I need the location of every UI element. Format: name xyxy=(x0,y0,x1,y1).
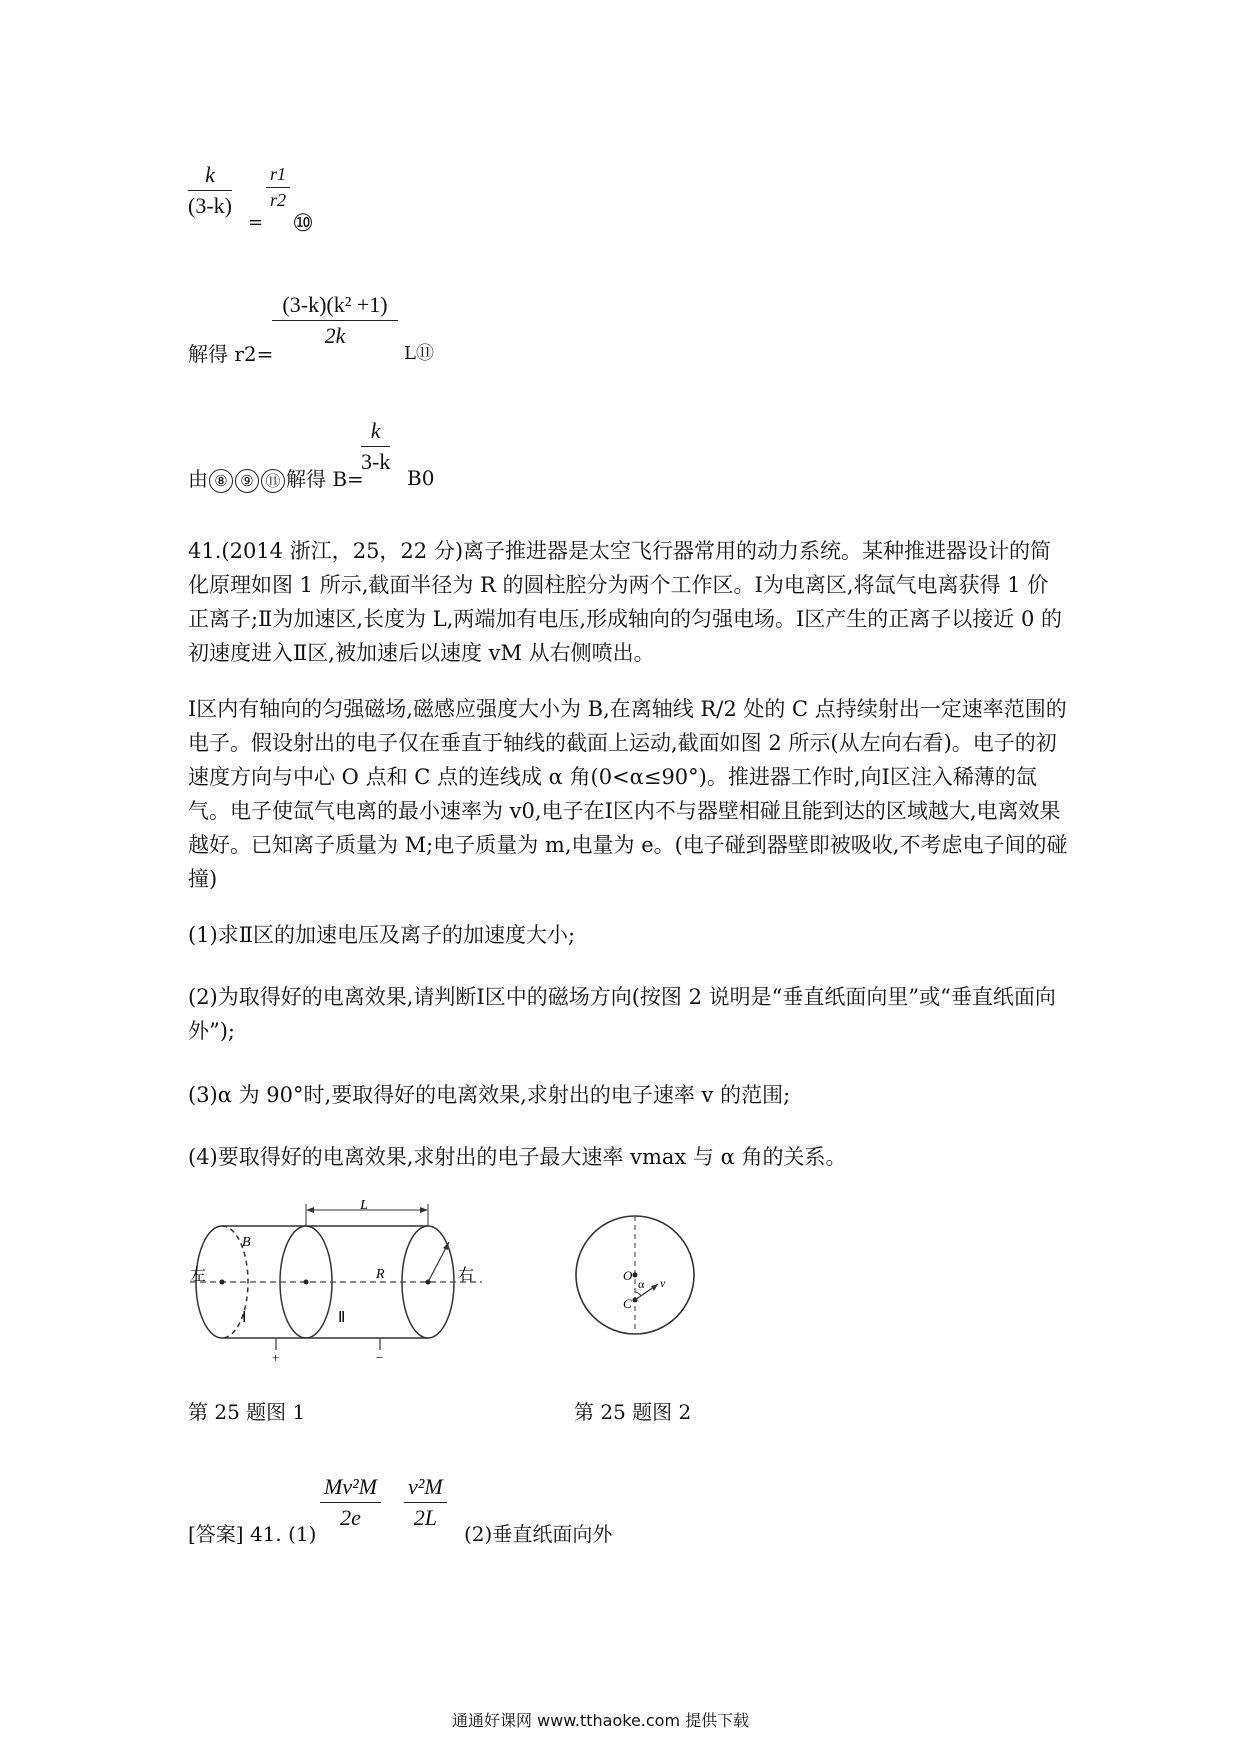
figure-2-caption: 第 25 题图 2 xyxy=(574,1400,692,1424)
fig2-label-alpha: α xyxy=(638,1277,645,1291)
eq10-frac-r: $\frac{r1}{r2}$ xyxy=(266,164,290,211)
answer-frac-2: $\frac{\text{v²M}}{2L}$ xyxy=(404,1474,447,1531)
fig1-label-right: 右 xyxy=(458,1267,475,1284)
solve-b-suffix: B0 xyxy=(407,466,435,490)
fig2-label-O: O xyxy=(623,1268,633,1283)
fig1-plus: + xyxy=(272,1350,280,1365)
fig1-label-L: L xyxy=(360,1200,368,1213)
solve-b-frac: $\frac{k}{3-k}$ xyxy=(361,418,391,474)
solve-b-line: 由 ⑧ ⑨ ⑪ 解得 B= xyxy=(188,467,364,491)
eq10-equals: = xyxy=(248,212,264,233)
question-3: (3)α 为 90°时,要取得好的电离效果,求射出的电子速率 v 的范围; xyxy=(188,1083,791,1107)
question-1: (1)求Ⅱ区的加速电压及离子的加速度大小; xyxy=(188,923,576,947)
problem-para-1: 41.(2014 浙江，25，22 分)离子推进器是太空飞行器常用的动力系统。某种推进器设计的简化原理如图 1 所示,截面半径为 R 的圆柱腔分为两个工作区。Ⅰ为电离区,将氙气电离获得 1 价正离子;Ⅱ为加速区,长度为 L,两端加有电压,形成轴向的匀强电场。Ⅰ区产生的正离子以接近 0 的初速度进入Ⅱ区,被加速后以速度 vM 从右侧喷出。 xyxy=(188,539,1062,665)
answer-prefix: [答案] 41. (1) xyxy=(188,1522,317,1546)
fig2-label-v: v xyxy=(660,1276,666,1290)
answer-frac-1: $\frac{\text{Mv²M}}{2e}$ xyxy=(320,1474,381,1531)
fig1-minus: − xyxy=(376,1350,384,1365)
question-4: (4)要取得好的电离效果,求射出的电子最大速率 vmax 与 α 角的关系。 xyxy=(188,1145,847,1169)
footer-text: 通通好课网 www.tthaoke.com 提供下载 xyxy=(452,1711,750,1730)
fig1-zone-2: Ⅱ xyxy=(338,1310,346,1326)
problem-para-2: Ⅰ区内有轴向的匀强磁场,磁感应强度大小为 B,在离轴线 R/2 处的 C 点持续射出一定速率范围的电子。假设射出的电子仅在垂直于轴线的截面上运动,截面如图 2 所示(从左向右看)。电子的初速度方向与中心 O 点和 C 点的连线成 α 角(0<α≤90°)。推进器工作时,向Ⅰ区注入稀薄的氙气。电子使氙气电离的最小速率为 v0,电子在Ⅰ区内不与器壁相碰且能到达的区域越大,电离效果越好。已知离子质量为 M;电子质量为 m,电量为 e。(电子碰到器壁即被吸收,不考虑电子间的碰撞) xyxy=(188,697,1068,891)
fig1-zone-1: Ⅰ xyxy=(242,1310,247,1326)
fig1-label-left: 左 xyxy=(190,1267,207,1284)
answer-part-2: (2)垂直纸面向外 xyxy=(464,1522,613,1546)
figure-2-cross-section xyxy=(560,1200,710,1350)
question-2: (2)为取得好的电离效果,请判断Ⅰ区中的磁场方向(按图 2 说明是“垂直纸面向里”或“垂直纸面向外”); xyxy=(188,985,1056,1043)
fig1-label-R: R xyxy=(376,1267,385,1282)
figure-1-caption: 第 25 题图 1 xyxy=(188,1400,306,1424)
fig1-label-B: B xyxy=(242,1235,251,1250)
eq10-frac-k: $\frac{k}{(3-k)}$ xyxy=(188,162,232,218)
solve-r2-suffix: L⑪ xyxy=(404,343,434,364)
solve-r2-frac: $\frac{\text{(3-k)(k² +1)}}{2k}$ xyxy=(272,292,398,349)
figure-1-cylinder xyxy=(182,1200,502,1365)
solve-r2-label: 解得 r2= xyxy=(188,342,274,366)
eq10-mark: ⑩ xyxy=(292,209,314,237)
fig2-label-C: C xyxy=(623,1296,632,1311)
